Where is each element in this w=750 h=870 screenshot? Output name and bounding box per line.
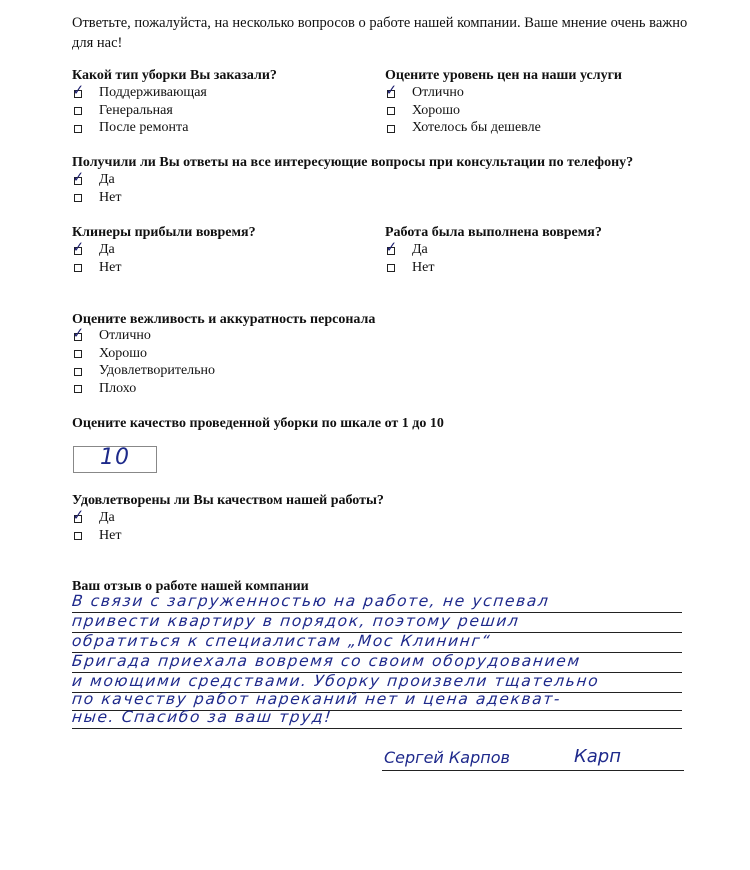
checkbox-icon[interactable] <box>74 125 82 133</box>
feedback-line: Бригада приехала вовремя со своим оборудованием <box>71 652 582 670</box>
checkbox-checked-icon[interactable] <box>74 333 82 341</box>
options-cleaning-type <box>72 84 207 137</box>
checkbox-icon[interactable] <box>74 385 82 393</box>
feedback-line: по качеству работ нареканий нет и цена адекват- <box>71 690 563 708</box>
feedback-line: и моющими средствами. Уборку произвели тщательно <box>71 672 601 690</box>
option-no[interactable]: Нет <box>385 259 434 277</box>
option-good[interactable]: Хорошо <box>72 345 215 363</box>
option-after-renovation[interactable]: После ремонта <box>72 119 207 137</box>
checkbox-icon[interactable] <box>74 264 82 272</box>
question-staff-politeness: Оцените вежливость и аккуратность персонала <box>72 312 376 327</box>
checkbox-icon[interactable] <box>74 532 82 540</box>
feedback-line: привести квартиру в порядок, поэтому решил <box>71 612 521 630</box>
checkbox-icon[interactable] <box>74 368 82 376</box>
question-price-level: Оцените уровень цен на наши услуги <box>385 68 623 83</box>
signature-line <box>382 770 684 771</box>
signature-mark: Карп <box>574 746 622 767</box>
option-yes[interactable]: ✓ Да <box>72 509 121 527</box>
options-satisfied <box>72 509 121 544</box>
options-cleaners-on-time <box>72 241 121 276</box>
option-yes[interactable]: ✓ Да <box>72 171 121 189</box>
checkbox-icon[interactable] <box>74 350 82 358</box>
options-work-on-time <box>385 241 434 276</box>
feedback-line: ные. Спасибо за ваш труд! <box>71 708 334 726</box>
option-general[interactable]: Генеральная <box>72 102 207 120</box>
checkbox-icon[interactable] <box>387 125 395 133</box>
option-maintenance[interactable]: ✓ Поддерживающая <box>72 84 207 102</box>
signature-name: Сергей Карпов <box>384 748 510 767</box>
feedback-line: В связи с загруженностью на работе, не успевал <box>71 592 551 610</box>
checkbox-icon[interactable] <box>387 264 395 272</box>
option-no[interactable]: Нет <box>72 189 121 207</box>
option-cheaper[interactable]: Хотелось бы дешевле <box>385 119 541 137</box>
checkbox-icon[interactable] <box>74 194 82 202</box>
option-no[interactable]: Нет <box>72 259 121 277</box>
option-bad[interactable]: Плохо <box>72 380 215 398</box>
intro-text: Ответьте, пожалуйста, на несколько вопросов о работе нашей компании. Ваше мнение очень важно для нас! <box>72 15 688 51</box>
question-phone-consultation: Получили ли Вы ответы на все интересующие вопросы при консультации по телефону? <box>72 155 634 170</box>
option-excellent[interactable]: ✓ Отлично <box>72 327 215 345</box>
checkbox-checked-icon[interactable] <box>387 247 395 255</box>
options-price-level <box>385 84 541 137</box>
quality-score-value: 10 <box>100 445 130 470</box>
options-phone-consultation <box>72 171 121 206</box>
options-staff-politeness <box>72 327 215 397</box>
checkbox-checked-icon[interactable] <box>74 90 82 98</box>
checkbox-checked-icon[interactable] <box>74 247 82 255</box>
option-yes[interactable]: ✓ Да <box>72 241 121 259</box>
checkbox-checked-icon[interactable] <box>74 177 82 185</box>
option-satisfactory[interactable]: Удовлетворительно <box>72 362 215 380</box>
quality-score-field[interactable] <box>73 446 157 473</box>
question-satisfied: Удовлетворены ли Вы качеством нашей работы? <box>72 493 384 508</box>
question-cleaning-type: Какой тип уборки Вы заказали? <box>72 68 277 83</box>
underline <box>72 728 682 729</box>
feedback-line: обратиться к специалистам „Мос Клининг“ <box>71 632 492 650</box>
feedback-label: Ваш отзыв о работе нашей компании <box>72 579 309 594</box>
option-excellent[interactable]: ✓ Отлично <box>385 84 541 102</box>
question-work-on-time: Работа была выполнена вовремя? <box>385 225 602 240</box>
checkbox-icon[interactable] <box>74 107 82 115</box>
question-cleaners-on-time: Клинеры прибыли вовремя? <box>72 225 256 240</box>
checkbox-icon[interactable] <box>387 107 395 115</box>
option-good[interactable]: Хорошо <box>385 102 541 120</box>
option-yes[interactable]: ✓ Да <box>385 241 434 259</box>
question-quality-score: Оцените качество проведенной уборки по шкале от 1 до 10 <box>72 416 444 431</box>
option-no[interactable]: Нет <box>72 527 121 545</box>
checkbox-checked-icon[interactable] <box>387 90 395 98</box>
checkbox-checked-icon[interactable] <box>74 515 82 523</box>
